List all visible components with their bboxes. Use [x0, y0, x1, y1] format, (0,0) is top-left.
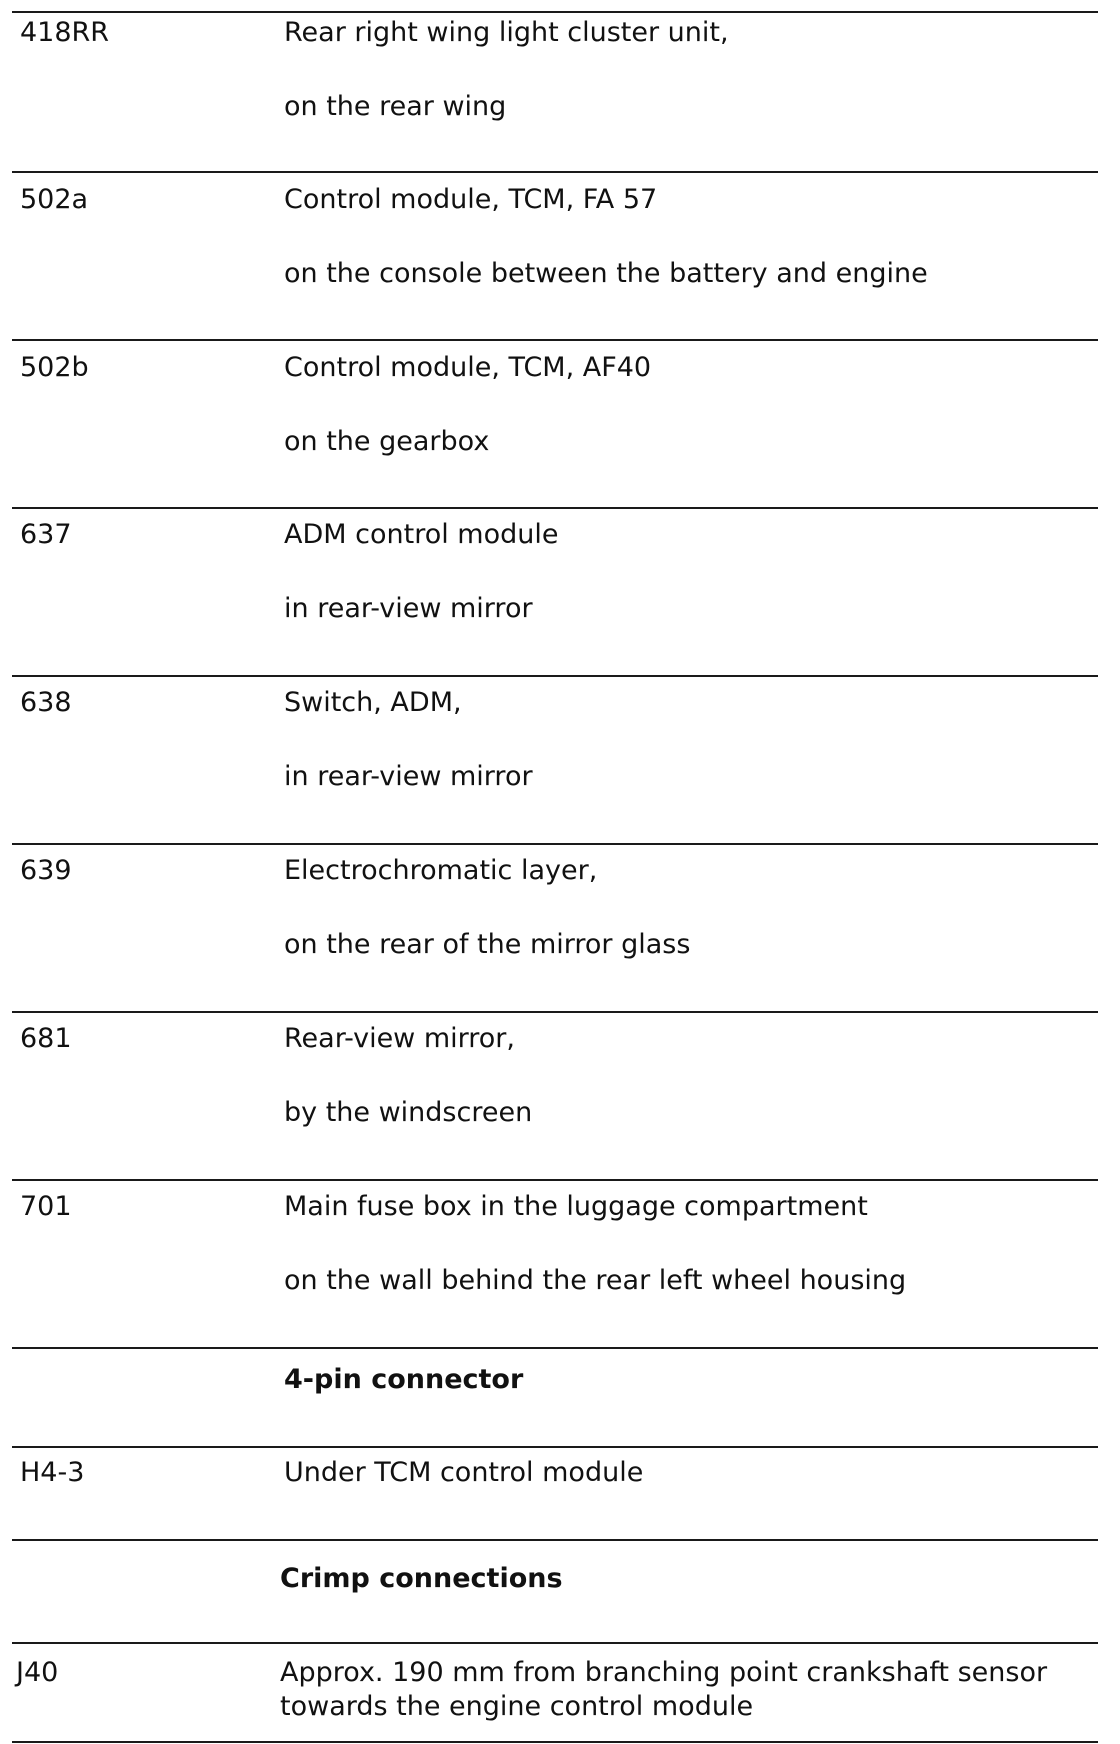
component-code: 637: [20, 519, 72, 550]
table-rule: [12, 1539, 1098, 1541]
component-location: on the rear of the mirror glass: [284, 929, 691, 960]
table-rule: [12, 171, 1098, 173]
component-location: in rear-view mirror: [284, 593, 533, 624]
section-heading-4pin: 4-pin connector: [284, 1364, 524, 1395]
table-rule: [12, 507, 1098, 509]
table-rule: [12, 11, 1098, 13]
component-name: Rear right wing light cluster unit,: [284, 17, 729, 48]
table-rule: [12, 1011, 1098, 1013]
component-name: Switch, ADM,: [284, 687, 462, 718]
table-rule: [12, 1446, 1098, 1448]
component-location: on the wall behind the rear left wheel housing: [284, 1265, 907, 1296]
component-name: Control module, TCM, AF40: [284, 352, 652, 383]
component-location: on the gearbox: [284, 426, 490, 457]
component-name: Main fuse box in the luggage compartment: [284, 1191, 868, 1222]
component-name: Rear-view mirror,: [284, 1023, 515, 1054]
component-code: 701: [20, 1191, 72, 1222]
component-code: 639: [20, 855, 72, 886]
table-rule: [12, 1347, 1098, 1349]
component-code: 638: [20, 687, 72, 718]
table-rule: [12, 1642, 1098, 1644]
section-heading-crimp: Crimp connections: [280, 1563, 563, 1594]
component-location: by the windscreen: [284, 1097, 533, 1128]
table-rule: [12, 339, 1098, 341]
table-rule: [12, 1179, 1098, 1181]
component-location: in rear-view mirror: [284, 761, 533, 792]
table-rule: [12, 843, 1098, 845]
component-name: ADM control module: [284, 519, 559, 550]
component-code: 502a: [20, 184, 89, 215]
component-code: 681: [20, 1023, 72, 1054]
component-code: 502b: [20, 352, 89, 383]
component-code: H4-3: [20, 1457, 85, 1488]
component-name: Control module, TCM, FA 57: [284, 184, 658, 215]
table-rule: [12, 1741, 1098, 1743]
component-location: Approx. 190 mm from branching point crankshaft sensor towards the engine control module: [280, 1657, 1048, 1722]
component-name: Electrochromatic layer,: [284, 855, 598, 886]
component-code: 418RR: [20, 17, 110, 48]
table-rule: [12, 675, 1098, 677]
component-code: J40: [16, 1657, 59, 1688]
component-location: Under TCM control module: [284, 1457, 644, 1488]
component-location: on the console between the battery and engine: [284, 258, 928, 289]
component-location: on the rear wing: [284, 91, 507, 122]
